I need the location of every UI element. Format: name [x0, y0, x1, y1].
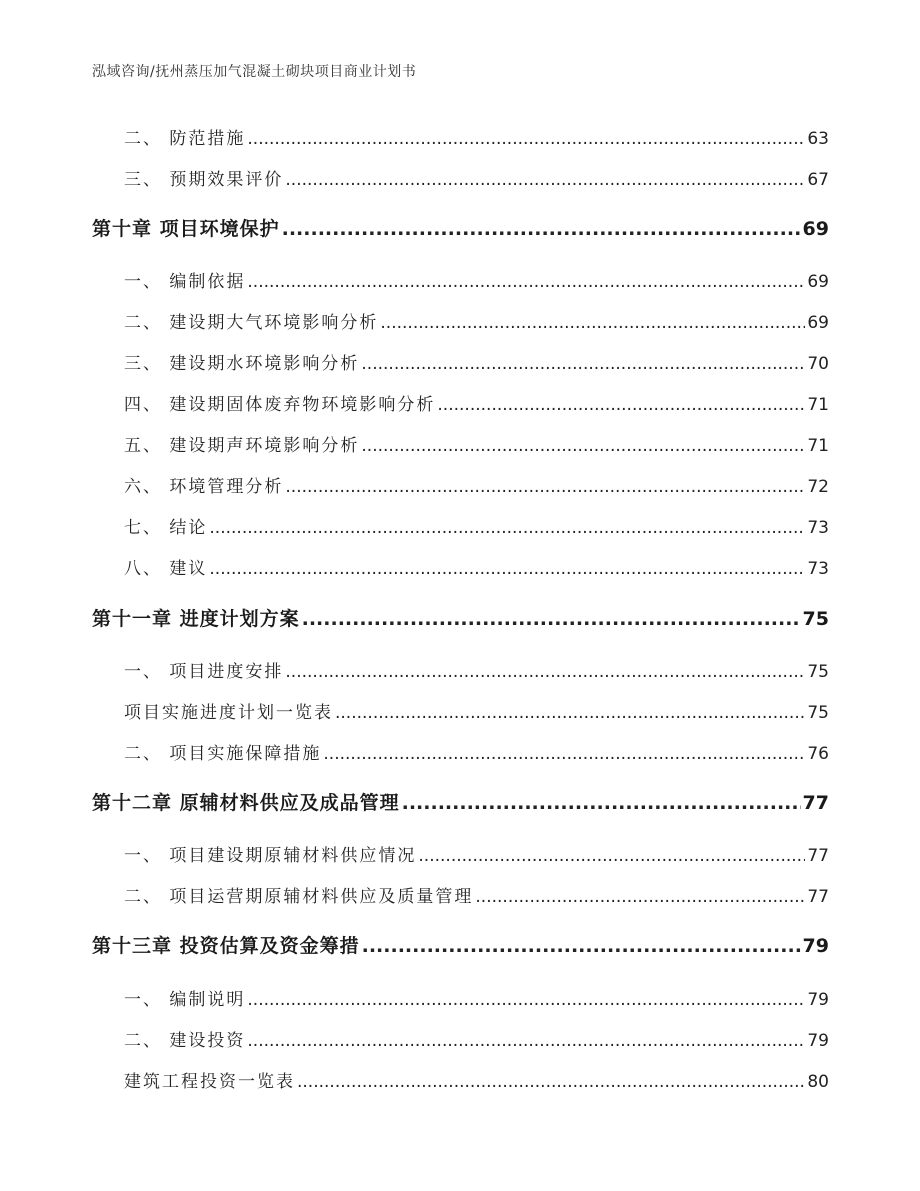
toc-entry-page: 63: [807, 129, 829, 149]
toc-entry-label: 二、 项目运营期原辅材料供应及质量管理: [124, 887, 474, 907]
dot-leader: [247, 272, 805, 292]
toc-chapter[interactable]: [92, 604, 829, 631]
toc-chapter-page: 75: [802, 608, 829, 630]
dot-leader: [361, 354, 805, 374]
header-divider: [92, 86, 828, 87]
toc-entry-label: 八、 建议: [124, 559, 208, 579]
toc-chapter-label: 第十二章 原辅材料供应及成品管理: [92, 792, 400, 814]
toc-entry-page: 75: [807, 662, 829, 682]
toc-entry[interactable]: [92, 554, 829, 579]
toc-entry[interactable]: [92, 739, 829, 764]
toc-entry[interactable]: [92, 431, 829, 456]
toc-entry-page: 71: [807, 395, 829, 415]
running-header: 泓域咨询/抚州蒸压加气混凝土砌块项目商业计划书: [92, 64, 417, 80]
dot-leader: [247, 1031, 805, 1051]
dot-leader: [437, 395, 805, 415]
dot-leader: [475, 887, 805, 907]
toc-chapter-page: 77: [802, 792, 829, 814]
toc-entry-page: 67: [807, 170, 829, 190]
toc-chapter-label: 第十章 项目环境保护: [92, 218, 280, 240]
toc-entry-label: 一、 编制说明: [124, 990, 246, 1010]
dot-leader: [247, 990, 805, 1010]
toc-entry[interactable]: [92, 349, 829, 374]
toc-entry-page: 73: [807, 559, 829, 579]
dot-leader: [297, 1072, 805, 1092]
toc-entry-page: 79: [807, 1031, 829, 1051]
toc-chapter-label: 第十一章 进度计划方案: [92, 608, 300, 630]
toc-entry[interactable]: [92, 472, 829, 497]
toc-entry-label: 五、 建设期声环境影响分析: [124, 436, 360, 456]
toc-entry-label: 一、 项目建设期原辅材料供应情况: [124, 846, 417, 866]
toc-entry-label: 一、 编制依据: [124, 272, 246, 292]
toc-entry-label: 三、 建设期水环境影响分析: [124, 354, 360, 374]
dot-leader: [362, 935, 801, 957]
toc-entry-page: 69: [807, 272, 829, 292]
toc-entry-page: 76: [807, 744, 829, 764]
toc-entry-page: 77: [807, 846, 829, 866]
toc-entry-label: 二、 建设投资: [124, 1031, 246, 1051]
toc-entry[interactable]: [92, 165, 829, 190]
dot-leader: [282, 218, 801, 240]
toc-entry[interactable]: [92, 513, 829, 538]
dot-leader: [285, 477, 805, 497]
toc-entry-label: 建筑工程投资一览表: [124, 1072, 295, 1092]
dot-leader: [380, 313, 805, 333]
dot-leader: [361, 436, 805, 456]
toc-entry-page: 71: [807, 436, 829, 456]
toc-chapter-page: 69: [802, 218, 829, 240]
dot-leader: [402, 792, 801, 814]
toc-entry-label: 项目实施进度计划一览表: [124, 703, 333, 723]
toc-entry-label: 一、 项目进度安排: [124, 662, 284, 682]
dot-leader: [285, 662, 805, 682]
toc-entry-page: 73: [807, 518, 829, 538]
toc-entry[interactable]: [92, 882, 829, 907]
toc-chapter-page: 79: [802, 935, 829, 957]
toc-entry-label: 二、 防范措施: [124, 129, 246, 149]
toc-entry-page: 72: [807, 477, 829, 497]
dot-leader: [285, 170, 805, 190]
dot-leader: [323, 744, 805, 764]
toc-entry[interactable]: [92, 390, 829, 415]
dot-leader: [209, 559, 805, 579]
toc-chapter[interactable]: [92, 788, 829, 815]
toc-entry-label: 二、 项目实施保障措施: [124, 744, 322, 764]
toc-entry-label: 二、 建设期大气环境影响分析: [124, 313, 379, 333]
dot-leader: [247, 129, 805, 149]
toc-chapter[interactable]: [92, 214, 829, 241]
toc-entry[interactable]: [92, 657, 829, 682]
toc-entry-page: 70: [807, 354, 829, 374]
toc-chapter-label: 第十三章 投资估算及资金筹措: [92, 935, 360, 957]
toc-entry[interactable]: [92, 267, 829, 292]
toc-entry-page: 79: [807, 990, 829, 1010]
toc-entry[interactable]: [92, 308, 829, 333]
toc-entry[interactable]: [92, 124, 829, 149]
toc-entry-label: 六、 环境管理分析: [124, 477, 284, 497]
toc-entry[interactable]: [92, 1067, 829, 1092]
toc-entry[interactable]: [92, 841, 829, 866]
toc-chapter[interactable]: [92, 931, 829, 958]
dot-leader: [335, 703, 805, 723]
dot-leader: [302, 608, 801, 630]
toc-entry-page: 75: [807, 703, 829, 723]
dot-leader: [418, 846, 805, 866]
toc-entry[interactable]: [92, 698, 829, 723]
toc-entry-label: 四、 建设期固体废弃物环境影响分析: [124, 395, 436, 415]
toc-entry[interactable]: [92, 985, 829, 1010]
toc-entry-page: 80: [807, 1072, 829, 1092]
toc-entry-page: 69: [807, 313, 829, 333]
toc-entry-page: 77: [807, 887, 829, 907]
toc-entry-label: 七、 结论: [124, 518, 208, 538]
toc-entry-label: 三、 预期效果评价: [124, 170, 284, 190]
toc-entry[interactable]: [92, 1026, 829, 1051]
dot-leader: [209, 518, 805, 538]
